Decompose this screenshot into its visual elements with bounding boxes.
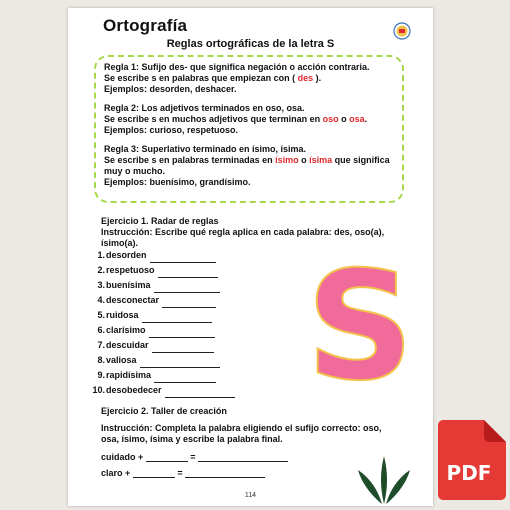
list-item: 1. desorden bbox=[90, 248, 235, 263]
answer-line[interactable] bbox=[140, 357, 220, 368]
item-word: ruidosa bbox=[106, 310, 139, 320]
item-word: valiosa bbox=[106, 355, 137, 365]
rule-3-explanation: Se escribe s en palabras terminadas en ísimo o ísima que significa bbox=[104, 155, 390, 165]
big-letter-s-decoration bbox=[300, 258, 420, 388]
item-word: rapidísima bbox=[106, 370, 152, 380]
rule-2-suffix-oso: oso bbox=[322, 114, 339, 124]
big-letter-s: S bbox=[305, 258, 415, 388]
list-item: 10. desobedecer bbox=[90, 383, 235, 398]
rule-2-heading: Regla 2: Los adjetivos terminados en oso, osa. bbox=[104, 103, 305, 113]
answer-line[interactable] bbox=[154, 372, 216, 383]
rule-3-suffix-isimo: ísimo bbox=[275, 155, 299, 165]
rule-3-suffix-isima: ísima bbox=[309, 155, 333, 165]
answer-line[interactable] bbox=[152, 342, 214, 353]
rule-2-examples: Ejemplos: curioso, respetuoso. bbox=[104, 125, 239, 135]
rule-1 bbox=[104, 62, 394, 95]
rules-box bbox=[94, 55, 404, 203]
rule-3-examples: Ejemplos: buenísimo, grandísimo. bbox=[104, 177, 251, 187]
rule-3-explanation-cont: muy o mucho. bbox=[104, 166, 166, 176]
answer-line[interactable] bbox=[165, 387, 235, 398]
rule-2-explanation: Se escribe s en muchos adjetivos que terminan en oso o osa. bbox=[104, 114, 368, 124]
list-item: 6. clarísimo bbox=[90, 323, 235, 338]
worksheet-page bbox=[68, 8, 433, 506]
exercise-1-list bbox=[90, 248, 235, 398]
list-item: 3. buenísima bbox=[90, 278, 235, 293]
fill-row-2: claro + = bbox=[101, 468, 265, 478]
list-item: 8. valiosa bbox=[90, 353, 235, 368]
rule-1-explanation: Se escribe s en palabras que empiezan con ( des ). bbox=[104, 73, 322, 83]
suffix-input-line[interactable] bbox=[133, 468, 175, 478]
rule-1-examples: Ejemplos: desorden, deshacer. bbox=[104, 84, 237, 94]
pdf-badge-label: PDF bbox=[446, 461, 492, 485]
suffix-input-line[interactable] bbox=[146, 452, 188, 462]
result-input-line[interactable] bbox=[198, 452, 288, 462]
item-word: buenísima bbox=[106, 280, 151, 290]
exercise-2-title: Ejercicio 2. Taller de creación bbox=[101, 406, 227, 416]
page-subtitle: Reglas ortográficas de la letra S bbox=[166, 38, 335, 50]
item-word: clarísimo bbox=[106, 325, 146, 335]
rule-3 bbox=[104, 144, 394, 188]
rule-3-heading: Regla 3: Superlativo terminado en ísimo, ísima. bbox=[104, 144, 307, 154]
page-number: 114 bbox=[244, 492, 257, 499]
answer-line[interactable] bbox=[150, 252, 216, 263]
fill-word: cuidado + bbox=[101, 452, 144, 462]
fill-row-1: cuidado + = bbox=[101, 452, 288, 462]
item-word: desorden bbox=[106, 250, 147, 260]
answer-line[interactable] bbox=[158, 267, 218, 278]
rule-1-suffix: des bbox=[297, 73, 314, 83]
list-item: 4. desconectar bbox=[90, 293, 235, 308]
list-item: 5. ruidosa bbox=[90, 308, 235, 323]
rule-2-suffix-osa: osa bbox=[349, 114, 365, 124]
list-item: 2. respetuoso bbox=[90, 263, 235, 278]
fill-word: claro + bbox=[101, 468, 131, 478]
answer-line[interactable] bbox=[142, 312, 212, 323]
item-word: desobedecer bbox=[106, 385, 162, 395]
page-title: Ortografía bbox=[103, 16, 188, 35]
answer-line[interactable] bbox=[162, 297, 216, 308]
rule-1-heading: Regla 1: Sufijo des- que significa negación o acción contraria. bbox=[104, 62, 370, 72]
pdf-file-icon bbox=[438, 420, 506, 500]
answer-line[interactable] bbox=[149, 327, 215, 338]
list-item: 7. descuidar bbox=[90, 338, 235, 353]
item-word: desconectar bbox=[106, 295, 160, 305]
result-input-line[interactable] bbox=[185, 468, 265, 478]
exercise-1-instruction: Instrucción: Escribe qué regla aplica en cada palabra: des, oso(a), ísimo(a). bbox=[101, 227, 385, 248]
rule-2 bbox=[104, 103, 394, 136]
item-word: descuidar bbox=[106, 340, 149, 350]
exercise-1-title: Ejercicio 1. Radar de reglas bbox=[101, 216, 219, 226]
exercise-2-instruction: Instrucción: Completa la palabra eligiendo el sufijo correcto: oso, osa, ísimo, ísima y escribe la palabra final. bbox=[101, 423, 382, 444]
list-item: 9. rapidísima bbox=[90, 368, 235, 383]
item-word: respetuoso bbox=[106, 265, 155, 275]
answer-line[interactable] bbox=[154, 282, 220, 293]
